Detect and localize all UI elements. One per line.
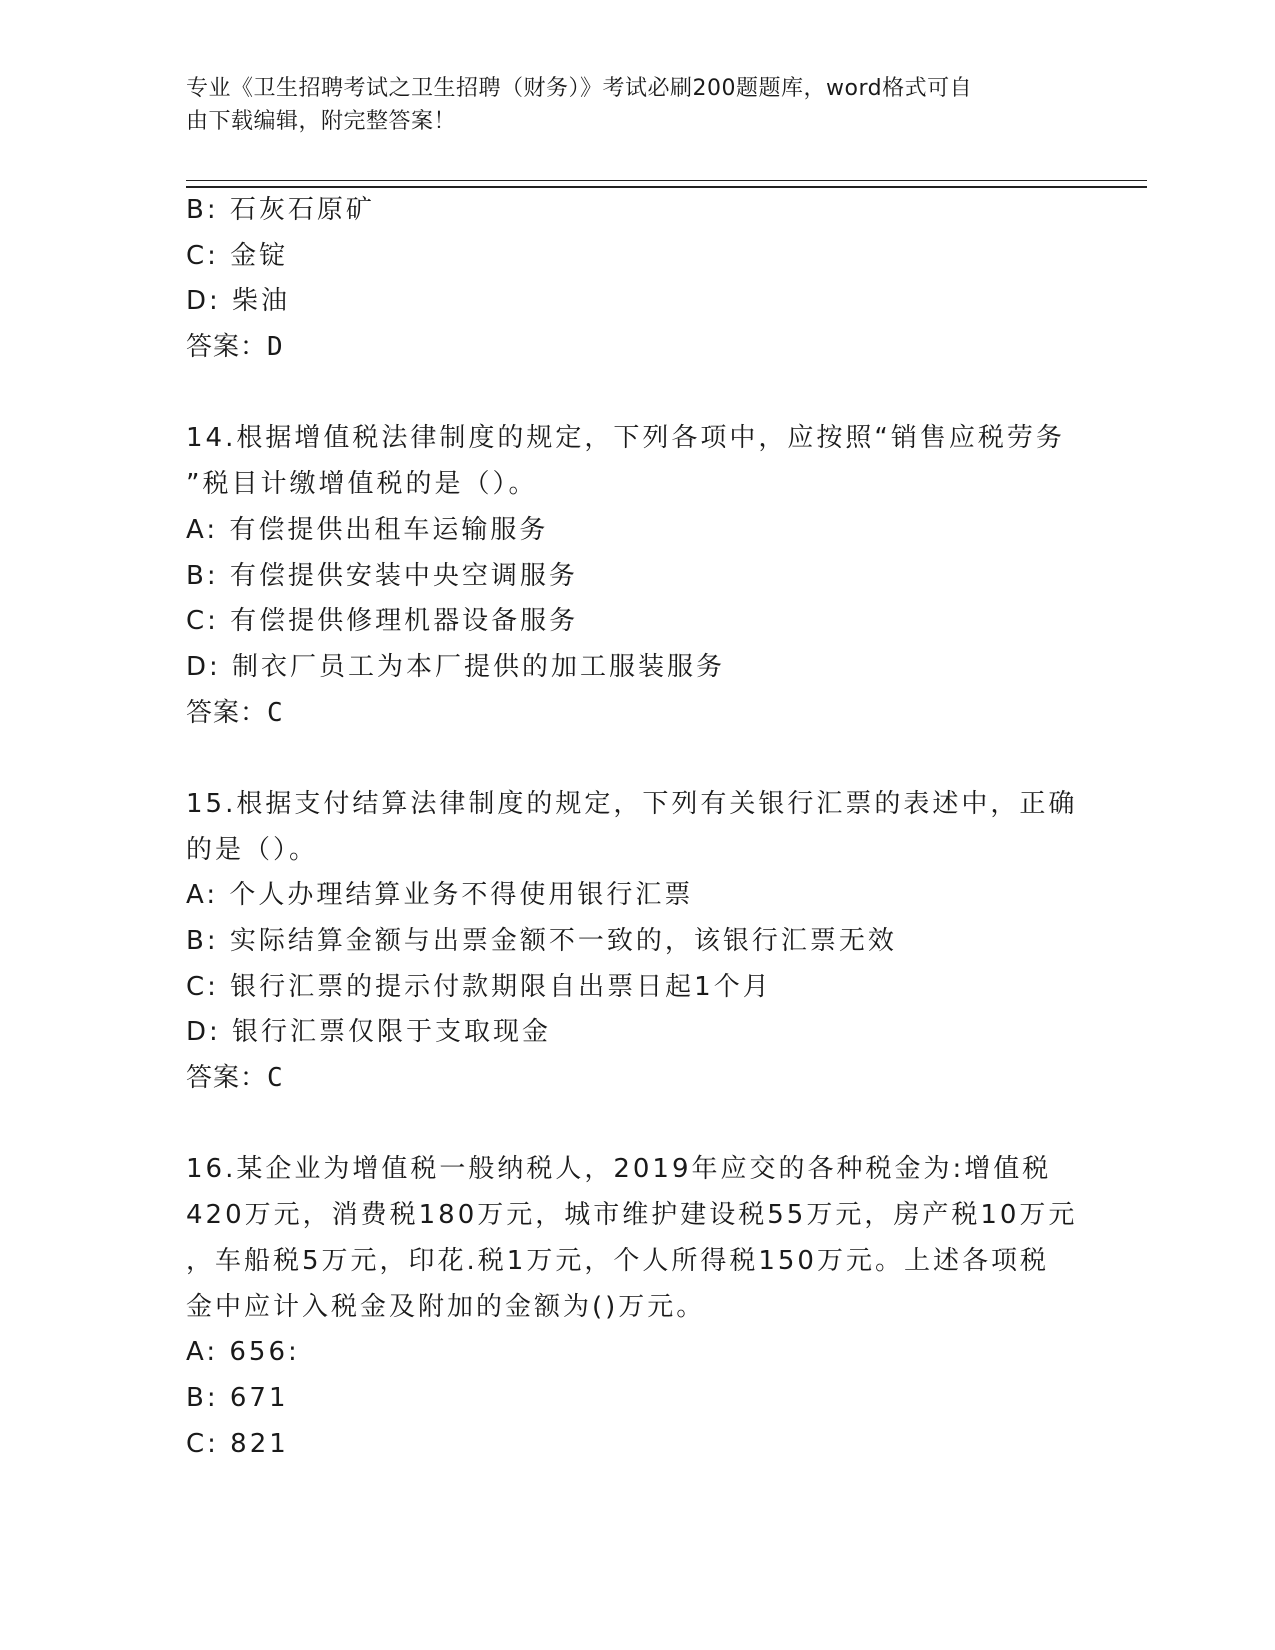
- q16-stem-line-4: 金中应计入税金及附加的金额为()万元。: [186, 1291, 706, 1322]
- q16-stem-line-1: 16.某企业为增值税一般纳税人，2019年应交的各种税金为:增值税: [186, 1154, 1052, 1185]
- q15-option-d: D: 银行汇票仅限于支取现金: [186, 1017, 552, 1048]
- q14-option-c: C: 有偿提供修理机器设备服务: [186, 606, 579, 637]
- prev-answer: 答案：D: [186, 332, 284, 363]
- q16-stem-line-3: ，车船税5万元，印花.税1万元，个人所得税150万元。上述各项税: [186, 1245, 1049, 1276]
- q14-answer: 答案：C: [186, 697, 284, 728]
- document-header: [186, 72, 1066, 138]
- header-line-2: 由下载编辑，附完整答案！: [186, 109, 457, 134]
- q15-option-c: C: 银行汇票的提示付款期限自出票日起1个月: [186, 971, 772, 1002]
- q14-stem-line-2: ”税目计缴增值税的是（）。: [186, 469, 538, 500]
- spacer: [186, 371, 1086, 417]
- q15-answer: 答案：C: [186, 1063, 284, 1094]
- q14-stem-line-1: 14.根据增值税法律制度的规定，下列各项中，应按照“销售应税劳务: [186, 423, 1065, 454]
- q15-stem-line-1: 15.根据支付结算法律制度的规定，下列有关银行汇票的表述中，正确: [186, 788, 1078, 819]
- q15-option-b: B: 实际结算金额与出票金额不一致的，该银行汇票无效: [186, 926, 897, 956]
- q16-option-c: C: 821: [186, 1428, 289, 1459]
- spacer: [186, 1102, 1086, 1148]
- question-list: [186, 188, 1086, 1467]
- header-divider-thin: [186, 180, 1147, 181]
- prev-option-c: C: 金锭: [186, 240, 289, 271]
- q15-stem-line-2: 的是（）。: [186, 834, 319, 865]
- q14-option-b: B: 有偿提供安装中央空调服务: [186, 560, 578, 591]
- q15-option-a: A: 个人办理结算业务不得使用银行汇票: [186, 880, 694, 911]
- q14-option-a: A: 有偿提供出租车运输服务: [186, 514, 549, 545]
- prev-option-d: D: 柴油: [186, 286, 291, 317]
- q16-option-b: B: 671: [186, 1382, 289, 1413]
- spacer: [186, 736, 1086, 782]
- q14-option-d: D: 制衣厂员工为本厂提供的加工服装服务: [186, 651, 726, 682]
- q16-option-a: A: 656:: [186, 1337, 300, 1368]
- q16-stem-line-2: 420万元，消费税180万元，城市维护建设税55万元，房产税10万元: [186, 1200, 1078, 1231]
- prev-option-b: B: 石灰石原矿: [186, 195, 375, 225]
- header-line-1: 专业《卫生招聘考试之卫生招聘（财务）》考试必刷200题题库，word格式可自: [186, 76, 973, 101]
